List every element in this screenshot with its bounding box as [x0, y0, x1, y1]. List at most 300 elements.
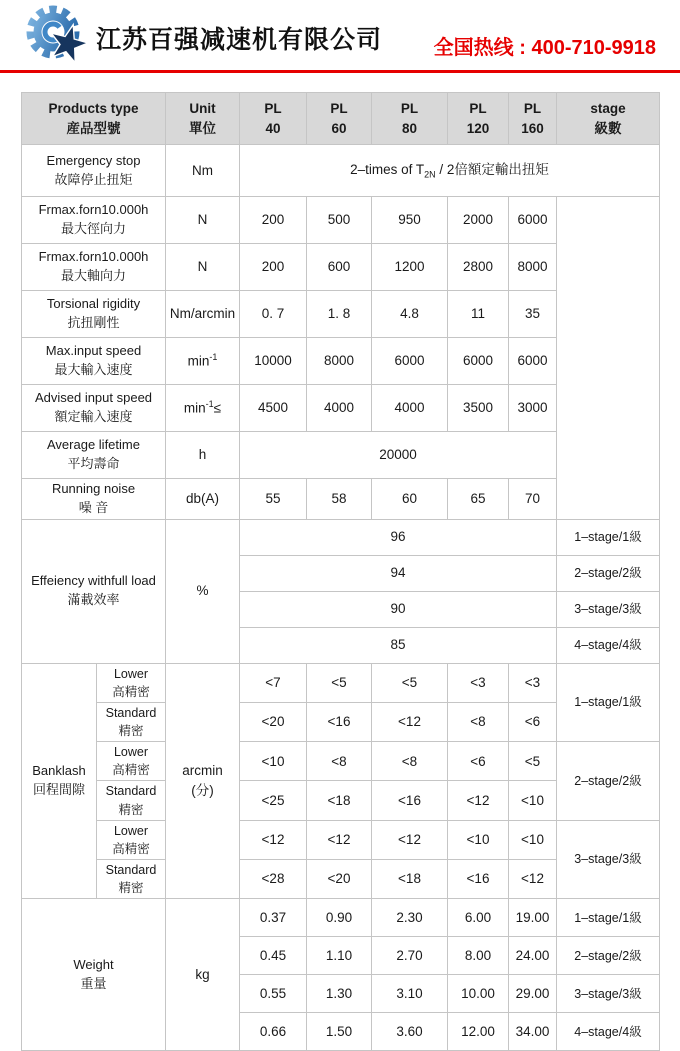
cell-text: 4000 — [323, 400, 355, 416]
col-header-pl60 — [307, 93, 372, 145]
precision-label — [97, 781, 166, 820]
cell-text: <8 — [331, 753, 347, 769]
spec-label — [22, 197, 166, 244]
spec-label — [22, 244, 166, 291]
cell-text: 高精密 — [112, 763, 150, 778]
cell-text: 4–stage/4級 — [574, 1024, 642, 1039]
stage-cell — [557, 663, 660, 742]
spec-value — [448, 859, 509, 898]
cell-text: PL — [523, 100, 542, 116]
cell-text: 噪 音 — [78, 499, 109, 515]
spec-value — [372, 975, 448, 1013]
cell-text: 6.00 — [464, 909, 492, 925]
cell-text: <16 — [466, 871, 490, 887]
cell-text: 0.55 — [259, 985, 287, 1001]
cell-text: <20 — [327, 871, 351, 887]
cell-text: 1–stage/1級 — [574, 695, 642, 710]
cell-text: 60 — [331, 120, 347, 136]
spec-value — [448, 244, 509, 291]
hotline-number: 全国热线 : 400-710-9918 — [433, 37, 656, 59]
cell-text: 3–stage/3級 — [574, 852, 642, 867]
spec-value — [509, 937, 557, 975]
spec-value — [372, 663, 448, 702]
spec-value — [509, 291, 557, 338]
cell-text: 精密 — [118, 881, 144, 896]
spec-value — [509, 975, 557, 1013]
cell-text: 1. 8 — [327, 306, 351, 322]
spec-value — [372, 899, 448, 937]
spec-label — [22, 899, 166, 1051]
unit-cell — [166, 519, 240, 663]
spec-value — [372, 859, 448, 898]
cell-text: <12 — [327, 832, 351, 848]
cell-text: 8.00 — [464, 947, 492, 963]
spec-value — [372, 937, 448, 975]
spec-value — [448, 975, 509, 1013]
spec-value — [448, 899, 509, 937]
cell-text: Lower — [113, 666, 149, 681]
cell-text: Standard — [105, 862, 157, 877]
cell-text: <10 — [466, 832, 490, 848]
spec-value — [240, 197, 307, 244]
spec-value — [307, 338, 372, 385]
cell-text: 6000 — [462, 353, 494, 369]
col-header-pl160 — [509, 93, 557, 145]
cell-text: 2–stage/2級 — [574, 948, 642, 963]
cell-text: 1.30 — [325, 985, 353, 1001]
cell-text: <12 — [261, 832, 285, 848]
spec-value — [509, 1013, 557, 1051]
cell-text: 2000 — [462, 212, 494, 228]
cell-text: 65 — [470, 491, 486, 507]
cell-text: Weight — [73, 956, 114, 972]
cell-text: 34.00 — [515, 1023, 550, 1039]
spec-value — [240, 479, 307, 520]
table-row — [22, 663, 660, 702]
spec-value — [448, 479, 509, 520]
cell-text: 最大軸向力 — [60, 268, 126, 283]
cell-text: Lower — [113, 745, 149, 760]
unit-cell — [166, 663, 240, 899]
spec-label — [22, 479, 166, 520]
spec-value — [240, 145, 660, 197]
spec-value — [240, 244, 307, 291]
cell-text: <10 — [261, 753, 285, 769]
spec-value — [448, 663, 509, 702]
cell-text: (分) — [191, 782, 214, 798]
stage-cell — [557, 975, 660, 1013]
cell-text: 滿載效率 — [67, 592, 120, 608]
cell-text: 3–stage/3級 — [574, 986, 642, 1001]
cell-text: 85 — [390, 637, 406, 653]
cell-text: 200 — [261, 212, 285, 228]
precision-label — [97, 742, 166, 781]
cell-text: <12 — [398, 714, 421, 730]
spec-value — [509, 702, 557, 741]
spec-value — [509, 479, 557, 520]
cell-text: <28 — [261, 871, 285, 887]
stage-cell — [557, 555, 660, 591]
cell-text: 58 — [331, 491, 347, 507]
spec-value — [509, 385, 557, 432]
cell-text: Nm — [192, 162, 213, 178]
cell-text: 高精密 — [112, 684, 150, 699]
cell-text: 600 — [327, 259, 351, 275]
spec-value — [372, 244, 448, 291]
spec-value — [372, 702, 448, 741]
cell-text: 3.10 — [396, 985, 423, 1001]
spec-value — [240, 591, 557, 627]
cell-text: kg — [195, 966, 210, 982]
cell-text: 平均壽命 — [67, 456, 120, 471]
cell-text: Lower — [113, 823, 149, 838]
cell-text: 8000 — [323, 353, 355, 369]
cell-text: $\min^{-1}\le$ — [183, 398, 222, 416]
spec-value — [307, 244, 372, 291]
spec-value — [240, 519, 557, 555]
stage-cell — [557, 519, 660, 555]
cell-text: 29.00 — [515, 985, 550, 1001]
spec-value — [307, 663, 372, 702]
spec-label — [22, 291, 166, 338]
spec-value — [240, 291, 307, 338]
spec-value — [240, 627, 557, 663]
spec-value — [372, 1013, 448, 1051]
spec-value — [307, 291, 372, 338]
precision-label — [97, 820, 166, 859]
spec-value — [240, 937, 307, 975]
header-divider — [0, 70, 680, 73]
precision-label — [97, 702, 166, 741]
col-header-pl120 — [448, 93, 509, 145]
cell-text: Frmax.forn10.000h — [38, 249, 149, 265]
cell-text: 回程間隙 — [32, 781, 85, 797]
cell-text: 12.00 — [461, 1023, 495, 1039]
col-header-products — [22, 93, 166, 145]
spec-value — [307, 899, 372, 937]
spec-value — [307, 859, 372, 898]
spec-value — [509, 663, 557, 702]
spec-value — [240, 781, 307, 820]
stage-cell — [557, 899, 660, 937]
cell-text: 35 — [524, 306, 541, 322]
col-header-pl80 — [372, 93, 448, 145]
cell-text: 200 — [261, 259, 285, 275]
stage-cell — [557, 742, 660, 821]
cell-text: <20 — [261, 714, 285, 730]
spec-value — [448, 702, 509, 741]
col-header-unit — [166, 93, 240, 145]
unit-cell — [166, 899, 240, 1051]
spec-value — [307, 937, 372, 975]
cell-text: 級數 — [594, 120, 622, 136]
spec-label — [22, 519, 166, 663]
cell-text: 2–stage/2級 — [574, 773, 642, 788]
cell-text: 故障停止扭矩 — [54, 171, 133, 187]
table-row — [22, 145, 660, 197]
page-header — [0, 0, 680, 74]
cell-text: 0. 7 — [261, 306, 285, 322]
cell-text: arcmin — [182, 763, 223, 779]
col-header-stage — [557, 93, 660, 145]
cell-text: <12 — [466, 792, 490, 808]
cell-text: Standard — [105, 784, 157, 799]
cell-text: 0.90 — [325, 909, 353, 925]
cell-text: N — [197, 212, 208, 228]
unit-cell — [166, 145, 240, 197]
spec-value — [372, 742, 448, 781]
cell-text: <7 — [265, 675, 281, 691]
company-name: 江苏百强减速机有限公司 — [96, 26, 383, 54]
spec-value — [448, 385, 509, 432]
stage-cell — [557, 820, 660, 899]
spec-label — [22, 385, 166, 432]
spec-value — [240, 820, 307, 859]
cell-text: 0.37 — [259, 909, 287, 925]
spec-value — [240, 859, 307, 898]
cell-text: <3 — [470, 675, 486, 691]
spec-value — [307, 820, 372, 859]
spec-value — [448, 338, 509, 385]
spec-value — [372, 338, 448, 385]
table-row — [22, 820, 660, 859]
cell-text: h — [198, 447, 207, 463]
spec-value — [240, 742, 307, 781]
cell-text: 8000 — [517, 259, 548, 275]
cell-text: 精密 — [118, 802, 144, 817]
cell-text: Advised input speed — [34, 390, 153, 406]
spec-label — [22, 432, 166, 479]
unit-cell — [166, 197, 240, 244]
spec-value — [307, 385, 372, 432]
cell-text: 6000 — [517, 212, 548, 228]
table-row — [22, 197, 660, 244]
spec-value — [240, 432, 557, 479]
cell-text: 3.60 — [396, 1023, 423, 1039]
cell-text: 最大輸入速度 — [54, 362, 133, 377]
cell-text: 1200 — [394, 259, 425, 275]
cell-text: 94 — [390, 565, 406, 581]
cell-text: 60 — [401, 491, 418, 507]
cell-text: 4000 — [394, 400, 425, 416]
cell-text: Average lifetime — [47, 437, 140, 453]
cell-text: 額定輸入速度 — [54, 409, 133, 424]
stage-cell — [557, 627, 660, 663]
cell-text: 抗扭剛性 — [67, 315, 120, 330]
cell-text: <5 — [401, 675, 418, 691]
cell-text: 重量 — [80, 975, 107, 991]
spec-value — [307, 702, 372, 741]
cell-text: Products type — [48, 100, 139, 116]
unit-cell — [166, 385, 240, 432]
cell-text: $\min^{-1}$ — [187, 351, 218, 369]
spec-value — [307, 1013, 372, 1051]
cell-text: db(A) — [185, 491, 219, 507]
spec-value — [509, 859, 557, 898]
cell-text: N — [197, 259, 208, 275]
spec-value — [448, 937, 509, 975]
cell-text: PL — [400, 100, 419, 116]
spec-value — [372, 781, 448, 820]
cell-text: <5 — [331, 675, 347, 691]
cell-text: Torsional rigidity — [46, 296, 141, 312]
spec-value — [240, 899, 307, 937]
spec-value — [372, 291, 448, 338]
cell-text: 1.10 — [325, 947, 353, 963]
table-row — [22, 519, 660, 555]
spec-value — [372, 820, 448, 859]
spec-value — [240, 663, 307, 702]
spec-value — [509, 244, 557, 291]
cell-text: Nm/arcmin — [169, 306, 236, 322]
cell-text: 950 — [398, 212, 421, 228]
spec-value — [307, 781, 372, 820]
cell-text: PL — [264, 100, 282, 116]
spec-value — [509, 820, 557, 859]
cell-text: 3500 — [462, 400, 494, 416]
cell-text: 2.30 — [396, 909, 423, 925]
cell-text: 3000 — [517, 400, 548, 416]
cell-text: 40 — [265, 120, 281, 136]
cell-text: Unit — [189, 100, 216, 116]
cell-text: 最大徑向力 — [60, 221, 126, 236]
cell-text: Max.input speed — [45, 343, 142, 359]
cell-text: 2800 — [462, 259, 494, 275]
spec-value — [448, 742, 509, 781]
cell-text: 90 — [390, 601, 406, 617]
cell-text: 4500 — [257, 400, 289, 416]
cell-text: 120 — [466, 120, 490, 136]
cell-text: 55 — [265, 491, 281, 507]
cell-text: Banklash — [32, 763, 86, 779]
spec-value — [240, 975, 307, 1013]
spec-value — [240, 555, 557, 591]
cell-text: 70 — [524, 491, 541, 507]
cell-text: 19.00 — [515, 909, 550, 925]
cell-text: Frmax.forn10.000h — [38, 202, 149, 218]
cell-text: 0.45 — [259, 947, 287, 963]
table-row — [22, 899, 660, 937]
spec-value — [307, 479, 372, 520]
spec-value — [240, 338, 307, 385]
cell-text: 96 — [390, 529, 406, 545]
cell-text: 1.50 — [325, 1023, 353, 1039]
cell-text: <16 — [398, 792, 421, 808]
cell-text: <10 — [521, 792, 544, 808]
gear-star-logo-icon — [24, 2, 92, 70]
col-header-pl40 — [240, 93, 307, 145]
spec-label — [22, 145, 166, 197]
cell-text: 單位 — [189, 120, 216, 136]
spec-value — [509, 899, 557, 937]
spec-value — [448, 197, 509, 244]
cell-text: <18 — [398, 871, 421, 887]
cell-text: Emergency stop — [46, 152, 141, 168]
spec-value — [448, 781, 509, 820]
product-spec-table — [21, 92, 660, 1051]
cell-text: 11 — [470, 306, 485, 322]
spec-value — [372, 479, 448, 520]
cell-text: PL — [330, 100, 348, 116]
cell-text: 1–stage/1級 — [574, 530, 642, 545]
cell-text: <10 — [521, 832, 544, 848]
precision-label — [97, 663, 166, 702]
cell-text: Effeiency withfull load — [31, 573, 156, 589]
spec-value — [509, 742, 557, 781]
cell-text: <16 — [327, 714, 351, 730]
cell-text: 2–stage/2級 — [574, 566, 642, 581]
cell-text: 1–stage/1級 — [574, 910, 642, 925]
stage-cell — [557, 591, 660, 627]
cell-text: <18 — [327, 792, 351, 808]
cell-text: <8 — [470, 714, 486, 730]
spec-table-body — [22, 145, 660, 1051]
cell-text: 4.8 — [400, 306, 419, 322]
spec-value — [307, 742, 372, 781]
cell-text: 高精密 — [112, 841, 150, 856]
cell-text: <12 — [398, 832, 421, 848]
cell-text: 10000 — [254, 353, 292, 369]
cell-text: <3 — [524, 675, 541, 691]
table-header-row — [22, 93, 660, 145]
unit-cell — [166, 244, 240, 291]
stage-empty-cell — [557, 197, 660, 520]
cell-text: 80 — [401, 120, 418, 136]
spec-value — [307, 197, 372, 244]
cell-text: Standard — [105, 705, 157, 720]
spec-label — [22, 663, 97, 899]
spec-value — [240, 702, 307, 741]
spec-value — [509, 338, 557, 385]
cell-text: stage — [590, 100, 626, 116]
cell-text: <6 — [470, 753, 486, 769]
cell-text: 6000 — [517, 353, 548, 369]
table-row — [22, 742, 660, 781]
cell-text: 4–stage/4級 — [574, 638, 642, 653]
spec-label — [22, 338, 166, 385]
cell-text: Running noise — [51, 481, 136, 496]
unit-cell — [166, 338, 240, 385]
precision-label — [97, 859, 166, 898]
cell-text: 精密 — [118, 724, 144, 739]
stage-cell — [557, 1013, 660, 1051]
cell-text: <8 — [401, 753, 418, 769]
cell-text: 6000 — [394, 353, 425, 369]
cell-text: <5 — [524, 753, 541, 769]
spec-value — [509, 197, 557, 244]
unit-cell — [166, 479, 240, 520]
spec-value — [448, 1013, 509, 1051]
cell-text: PL — [469, 100, 487, 116]
cell-text: 500 — [327, 212, 351, 228]
spec-value — [372, 197, 448, 244]
cell-text: <25 — [261, 792, 285, 808]
cell-text: 産品型號 — [66, 120, 121, 136]
unit-cell — [166, 291, 240, 338]
cell-text: 24.00 — [515, 947, 550, 963]
cell-text: % — [196, 583, 209, 599]
spec-value — [307, 975, 372, 1013]
spec-value — [240, 385, 307, 432]
cell-text: 20000 — [379, 447, 417, 463]
spec-value — [372, 385, 448, 432]
cell-text: <6 — [524, 714, 541, 730]
cell-text: 0.66 — [259, 1023, 287, 1039]
spec-value — [448, 820, 509, 859]
cell-text: 160 — [521, 120, 544, 136]
spec-value — [240, 1013, 307, 1051]
cell-text: 10.00 — [461, 985, 495, 1001]
